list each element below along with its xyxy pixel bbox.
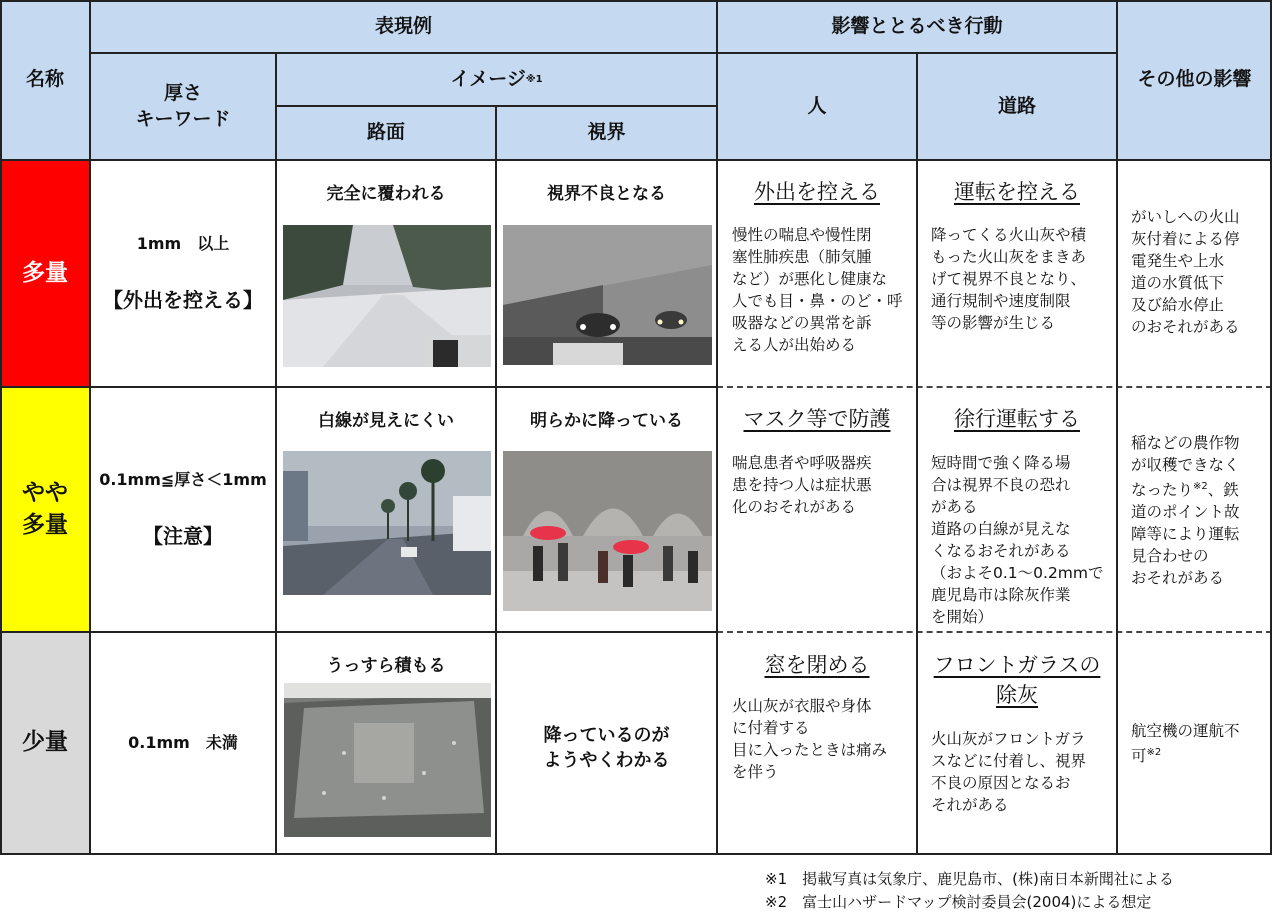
road-text-moderate: 短時間で強く降る場 合は視界不良の恐れ がある 道路の白線が見えな くなるおそれがある （およそ0.1～0.2mmで 鹿児島市は除灰作業 を開始） xyxy=(931,454,1104,626)
grid-line xyxy=(0,853,1272,855)
thickness-value: 0.1mm 未満 xyxy=(128,732,238,752)
grid-line xyxy=(1116,0,1118,855)
footnote-mark: ※2 xyxy=(1146,747,1162,758)
surface-caption-heavy: 完全に覆われる xyxy=(326,184,446,204)
dashed-divider xyxy=(717,631,1272,633)
other-text-moderate-b: 、鉄 道のポイント故 障等により運転 見合わせの おそれがある xyxy=(1131,481,1240,588)
header-visibility: 視界 xyxy=(496,106,717,160)
road-text-heavy: 降ってくる火山灰や積 もった火山灰をまきあ げて視界不良となり、 通行規制や速度制限 等の影響が生じる xyxy=(931,226,1087,332)
person-text-heavy: 慢性の喘息や慢性閉 塞性肺疾患（肺気腫 など）が悪化し健康な 人でも目・鼻・のど・呼 吸器などの異常を訴 える人が出始める xyxy=(732,226,903,354)
other-text-light xyxy=(1131,720,1269,767)
grid-line xyxy=(495,106,497,855)
other-text-moderate-a: 稲などの農作物 が収穫できなく なったり xyxy=(1131,434,1240,500)
grid-line xyxy=(0,159,1272,161)
dashed-divider xyxy=(717,386,1272,388)
visibility-caption-heavy: 視界不良となる xyxy=(547,184,666,204)
grid-line xyxy=(0,386,717,388)
thickness-value: 0.1mm≦厚さ＜1mm xyxy=(99,469,267,489)
surface-caption-moderate: 白線が見えにくい xyxy=(318,411,454,431)
road-text-light: 火山灰がフロントガラ スなどに付着し、視界 不良の原因となるお それがある xyxy=(931,730,1087,814)
photo-snow-covered-road xyxy=(283,225,491,367)
grid-line xyxy=(0,631,717,633)
photo-ash-windshield xyxy=(284,683,491,837)
header-impact: 影響ととるべき行動 xyxy=(717,0,1117,53)
grid-line xyxy=(0,0,2,855)
photo-ash-fog-traffic xyxy=(503,225,712,365)
other-text-light-body: 航空機の運航不 可 xyxy=(1131,722,1240,766)
road-title-moderate: 徐行運転する xyxy=(954,407,1080,431)
header-thickness: 厚さ キーワード xyxy=(90,53,276,160)
header-image-mark: ※1 xyxy=(525,73,543,85)
header-name: 名称 xyxy=(0,0,90,160)
grid-line xyxy=(716,0,718,855)
header-image xyxy=(276,53,717,106)
footnote-mark: ※2 xyxy=(1193,481,1208,492)
person-text-light: 火山灰が衣服や身体 に付着する 目に入ったときは痛み を伴う xyxy=(732,697,888,781)
other-text-moderate xyxy=(1131,432,1269,589)
thickness-moderate xyxy=(90,387,276,632)
header-road-surface: 路面 xyxy=(276,106,496,160)
level-moderate: やや 多量 xyxy=(0,387,90,632)
photo-ash-umbrellas xyxy=(503,451,712,611)
grid-line xyxy=(0,0,1272,2)
road-title-heavy: 運転を控える xyxy=(954,180,1080,204)
keyword: 【注意】 xyxy=(143,524,223,549)
footnote-1: ※1 掲載写真は気象庁、鹿児島市、(株)南日本新聞社による xyxy=(765,870,1174,888)
level-light: 少量 xyxy=(0,632,90,854)
photo-palm-road xyxy=(283,451,491,595)
level-heavy: 多量 xyxy=(0,160,90,387)
road-title-light: フロントガラスの 除灰 xyxy=(933,653,1101,707)
header-other: その他の影響 xyxy=(1117,0,1272,160)
header-person: 人 xyxy=(717,53,917,160)
keyword: 【外出を控える】 xyxy=(103,288,263,313)
other-text-heavy: がいしへの火山 灰付着による停 電発生や上水 道の水質低下 及び給水停止 のおそれがある xyxy=(1131,208,1240,336)
header-road: 道路 xyxy=(917,53,1117,160)
thickness-value: 1mm 以上 xyxy=(136,233,230,253)
thickness-heavy xyxy=(90,160,276,387)
person-title-moderate: マスク等で防護 xyxy=(743,407,891,431)
footnote-2: ※2 富士山ハザードマップ検討委員会(2004)による想定 xyxy=(765,893,1152,911)
surface-caption-light: うっすら積もる xyxy=(326,656,446,676)
person-title-light: 窓を閉める xyxy=(764,653,870,677)
thickness-light xyxy=(90,632,276,854)
header-expression: 表現例 xyxy=(90,0,717,53)
person-title-heavy: 外出を控える xyxy=(754,180,880,204)
grid-line xyxy=(916,53,918,855)
grid-line xyxy=(89,0,91,855)
grid-line xyxy=(275,53,277,855)
header-image-label: イメージ xyxy=(450,67,526,90)
visibility-caption-moderate: 明らかに降っている xyxy=(530,411,683,431)
visibility-text-light: 降っているのが ようやくわかる xyxy=(543,725,670,771)
grid-line xyxy=(90,52,1117,54)
person-text-moderate: 喘息患者や呼吸器疾 患を持つ人は症状悪 化のおそれがある xyxy=(732,454,872,516)
